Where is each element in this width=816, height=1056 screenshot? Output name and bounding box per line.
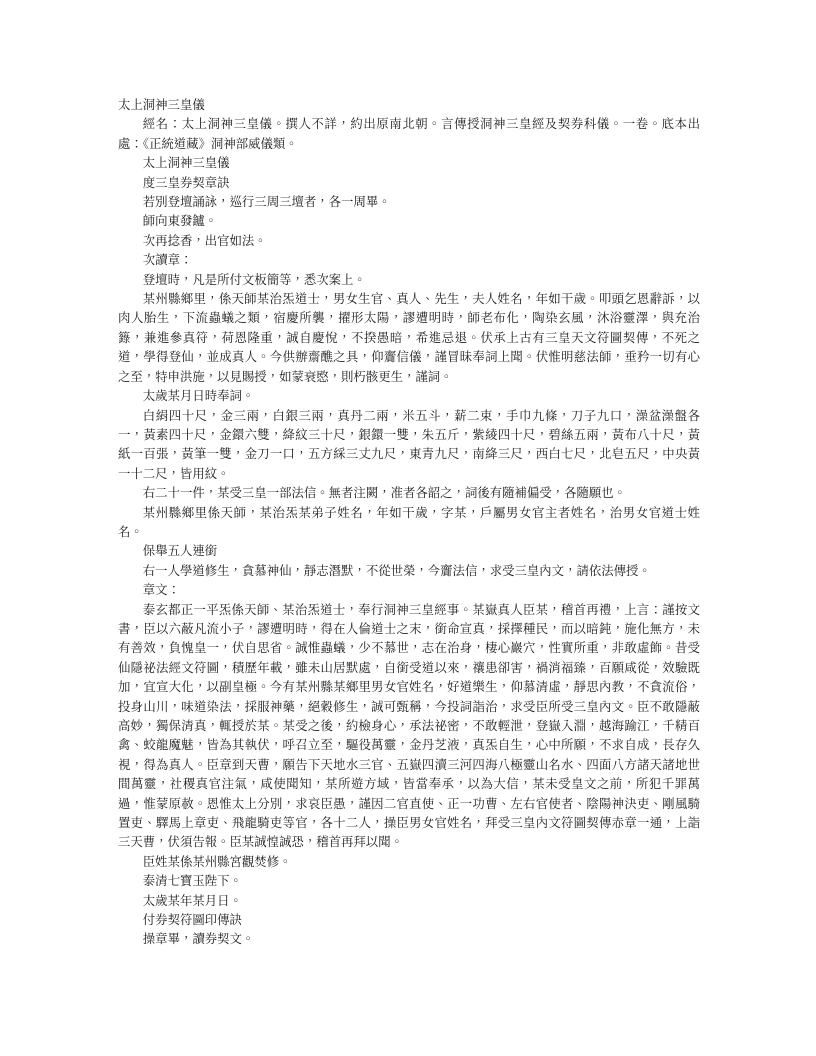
- rubric-line-altar-ascent: 登壇時，凡是所付文板簡等，悉次案上。: [142, 271, 366, 287]
- petition-text-paragraph: 泰玄都正一平炁係天師、某治炁道士，奉行洞神三皇經事。某嶽真人臣某，稽首再禮，上言：謹按文書，臣以六蔽凡流小子，謬遭明時，得在人倫道士之末，銜命宣真，採擇種民，而以暗鈍，施化無方，未有善效，負愧皇一，伏自思省。誠惟蟲蟻，少不慕世，志在治身，棲心巖穴，性實所重，非敢虛飾。昔受仙隱祕法經文符圖，積歷年載，雖未山居默處，自銜受道以來，禳患卻害，禍消福臻，百願咸從，效驗既加，宜宣大化，以副皇極。今有某州縣某鄉里男女官姓名，好道樂生，仰慕清虛，靜思內教，不貪流俗，投身山川，味道染法，採服神藥，絕穀修生，誠可甄稱，今投詞詣治，求受臣所受三皇內文。臣不敢隱蔽高妙，獨保清真，輒授於某。某受之後，約檢身心，承法祕密，不敢輕泄，登嶽入淵，越海踰江，千精百禽、蛟龍魔魅，皆為其執伏，呼召立至，驅役萬靈，金丹芝液，真炁自生，心中所願，不求自成，長存久視，得為真人。臣章到天曹，願告下天地水三官、五嶽四瀆三河四海八極靈山名水、四面八方諸天諸地世間萬靈，社稷真官注氣，咸使聞知，某所遊方域，皆當奉承，以為大信，某未受皇文之前，所犯千罪萬過，惟蒙原赦。恩惟太上分別，求哀臣愚，謹因二官直使、正一功曹、左右官使者、陰陽神決吏、剛風騎置吏、驛馬上章吏、飛龍騎吏等官，各十二人，操臣男女官姓名，拜受三皇內文符圖契傳赤章一通，上詣三天曹，伏須告報。臣某誠惶誠恐，稽首再拜以聞。: [118, 601, 700, 850]
- pledge-summary-paragraph: 右二十一件，某受三皇一部法信。無者注闕，准者各韶之，詞後有隨補偏受，各隨願也。: [142, 485, 627, 501]
- rubric-line-incense: 次再捻香，出官如法。: [142, 232, 267, 248]
- address-to-throne-line: 泰清七寶玉陛下。: [142, 873, 242, 889]
- recipient-identity-paragraph: 某州縣鄉里係天師，某治炁某弟子姓名，年如干歲，字某，戶屬男女官主者姓名，治男女官道士姓名。: [118, 504, 700, 539]
- guarantors-heading-line: 保舉五人連銜: [142, 543, 218, 559]
- rite-subtitle-line: 度三皇券契章訣: [142, 174, 230, 190]
- document-title: 太上洞神三皇儀: [118, 97, 205, 112]
- final-date-line: 太歲某年某月日。: [142, 892, 242, 908]
- petition-paragraph-supplication: 某州縣鄉里，係天師某治炁道士，男女生官、真人、先生，夫人姓名，年如干歲。叩頭乞恩辭訴，以肉人胎生，下流蟲蟻之類，宿慶所襲，擢形太陽，謬遭明時，師老布化，陶染玄風，沐浴靈澤，與充治籙，兼進參真符，荷恩隆重，誠自慶悅，不揆愚暗，希進忌退。伏承上古有三皇天文符圖契傳，不死之道，學得登仙，並成真人。今供辦齋醮之具，仰齎信儀，謹冒昧奉詞上聞。伏惟明慈法師，垂矜一切有心之至，特申洪施，以見賜授，如蒙衰愍，則朽骸更生，謹詞。: [118, 291, 700, 384]
- rubric-line-circumambulation: 若別登壇誦詠，巡行三周三壇者，各一周畢。: [142, 194, 391, 210]
- petition-text-heading-line: 章文：: [142, 582, 180, 598]
- colophon-paragraph: 經名：太上洞神三皇儀。撰人不詳，約出原南北朝。言傳授洞神三皇經及契券科儀。一卷。底本出處：《正統道藏》洞神部威儀類。: [118, 116, 700, 151]
- rubric-line-east-censer: 師向東發鑪。: [142, 213, 218, 229]
- document-text-body: [118, 95, 700, 949]
- rubric-line-read-petition: 次讀章：: [142, 252, 193, 268]
- signature-line: 臣姓某係某州縣宮觀焚修。: [142, 853, 292, 869]
- offering-date-line: 太歲某月日時奉詞。: [142, 388, 255, 404]
- transmission-heading-line: 付券契符圖印傳訣: [142, 912, 242, 928]
- guarantors-statement-paragraph: 右一人學道修生，貪慕神仙，靜志潛默，不從世榮，今齎法信，求受三皇內文，請依法傳授。: [142, 562, 651, 578]
- inner-title-line: 太上洞神三皇儀: [142, 155, 230, 171]
- pledge-items-paragraph: 白絹四十尺，金三兩，白銀三兩，真丹二兩，米五斗，薪二束，手巾九條，刀子九口，澡盆澡盤各一，黃素四十尺，金鐶六雙，絳紋三十尺，銀鐶一雙，朱五斤，紫綾四十尺，碧絲五兩，黃布八十尺，黃紙一百張，黃筆一雙，金刀一口，五方綵三丈九尺，東青九尺，南絳三尺，西白七尺，北皂五尺，中央黃一十二尺，皆用紋。: [118, 407, 700, 481]
- closing-rubric-line: 操章畢，讀券契文。: [142, 931, 255, 947]
